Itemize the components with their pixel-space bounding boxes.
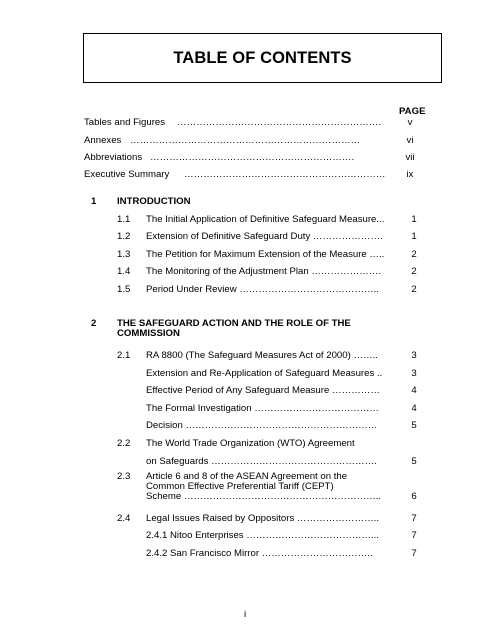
- section-heading[interactable]: INTRODUCTION: [117, 196, 191, 207]
- toc-entry-label[interactable]: Legal Issues Raised by Oppositors ……………………..: [146, 513, 379, 524]
- toc-entry-label[interactable]: 2.4.1 Nitoo Enterprises …………………………………...: [146, 530, 379, 541]
- toc-entry-page: 3: [411, 368, 417, 379]
- page-title: TABLE OF CONTENTS: [173, 48, 352, 67]
- toc-entry-label[interactable]: Tables and Figures: [84, 117, 166, 128]
- toc-entry-page: 4: [411, 385, 417, 396]
- toc-entry-label[interactable]: The Petition for Maximum Extension of the Measure …..: [146, 249, 385, 260]
- toc-entry-number: 2.4: [117, 513, 131, 524]
- toc-entry-page: 3: [411, 350, 417, 361]
- toc-entry-label[interactable]: Period Under Review ……………………………………..: [146, 284, 379, 295]
- toc-entry-number: 1.4: [117, 266, 131, 277]
- toc-entry-label[interactable]: Abbreviations: [84, 152, 143, 163]
- toc-entry-page: 1: [411, 214, 417, 225]
- toc-entry-number: 2.3: [117, 471, 131, 482]
- toc-entry-label[interactable]: Extension and Re-Application of Safeguard Measures ..: [146, 368, 383, 379]
- toc-entry-label[interactable]: 2.4.2 San Francisco Mirror ……………………………..: [146, 548, 373, 559]
- toc-entry-page: 7: [411, 513, 417, 524]
- section-number: 1: [91, 196, 97, 207]
- toc-leader: ……………………………………………………….: [177, 117, 382, 128]
- toc-entry-number: 1.2: [117, 231, 131, 242]
- toc-leader: ………………………………………………………: [184, 169, 386, 180]
- toc-entry-number: 2.2: [117, 438, 131, 449]
- toc-entry-number: 1.5: [117, 284, 131, 295]
- section-number: 2: [91, 318, 97, 329]
- toc-entry-page: 5: [411, 456, 417, 467]
- toc-entry-page: 2: [411, 249, 417, 260]
- toc-entry-label[interactable]: Article 6 and 8 of the ASEAN Agreement on the: [146, 471, 348, 482]
- toc-entry-label[interactable]: The Monitoring of the Adjustment Plan ………………….: [146, 266, 382, 277]
- toc-entry-label[interactable]: Effective Period of Any Safeguard Measure ……………: [146, 385, 380, 396]
- toc-entry-page: 2: [411, 266, 417, 277]
- page-column-heading: PAGE: [399, 106, 426, 117]
- toc-entry-page: 2: [411, 284, 417, 295]
- toc-entry-page: vii: [405, 152, 415, 163]
- section-heading[interactable]: THE SAFEGUARD ACTION AND THE ROLE OF THE: [117, 318, 351, 329]
- toc-entry-page: 7: [411, 530, 417, 541]
- toc-entry-page: 7: [411, 548, 417, 559]
- toc-entry-label[interactable]: Common Effective Preferential Tariff (CEPT): [146, 481, 334, 492]
- toc-entry-label[interactable]: on Safeguards …………………………………………….: [146, 456, 377, 467]
- toc-entry-label[interactable]: RA 8800 (The Safeguard Measures Act of 2000) ……..: [146, 350, 378, 361]
- toc-entry-label[interactable]: Annexes: [84, 135, 122, 146]
- toc-entry-number: 1.1: [117, 214, 131, 225]
- section-heading-continued[interactable]: COMMISSION: [117, 328, 180, 339]
- page-number: i: [244, 609, 247, 620]
- toc-entry-page: ix: [406, 169, 414, 180]
- toc-entry-number: 2.1: [117, 350, 131, 361]
- toc-leader: ……………………………………………………….: [150, 152, 355, 163]
- toc-entry-page: vi: [406, 135, 414, 146]
- toc-entry-page: 4: [411, 403, 417, 414]
- toc-entry-label[interactable]: Decision ……………………………………………………: [146, 420, 378, 431]
- toc-entry-label[interactable]: The Initial Application of Definitive Safeguard Measure...: [146, 214, 385, 225]
- toc-entry-label[interactable]: Extension of Definitive Safeguard Duty ………………….: [146, 231, 383, 242]
- toc-entry-page: v: [407, 117, 413, 128]
- toc-entry-label[interactable]: Scheme ……………………………………………………..: [146, 491, 382, 502]
- toc-entry-number: 1.3: [117, 249, 131, 260]
- toc-entry-label[interactable]: Executive Summary: [84, 169, 170, 180]
- toc-entry-page: 1: [411, 231, 417, 242]
- toc-entry-page: 5: [411, 420, 417, 431]
- title-box: [83, 33, 442, 83]
- toc-entry-page: 6: [411, 491, 417, 502]
- toc-entry-label[interactable]: The World Trade Organization (WTO) Agreement: [146, 438, 355, 449]
- toc-entry-label[interactable]: The Formal Investigation …………………………………: [146, 403, 379, 414]
- toc-leader: ………………………………………………………………: [130, 135, 361, 146]
